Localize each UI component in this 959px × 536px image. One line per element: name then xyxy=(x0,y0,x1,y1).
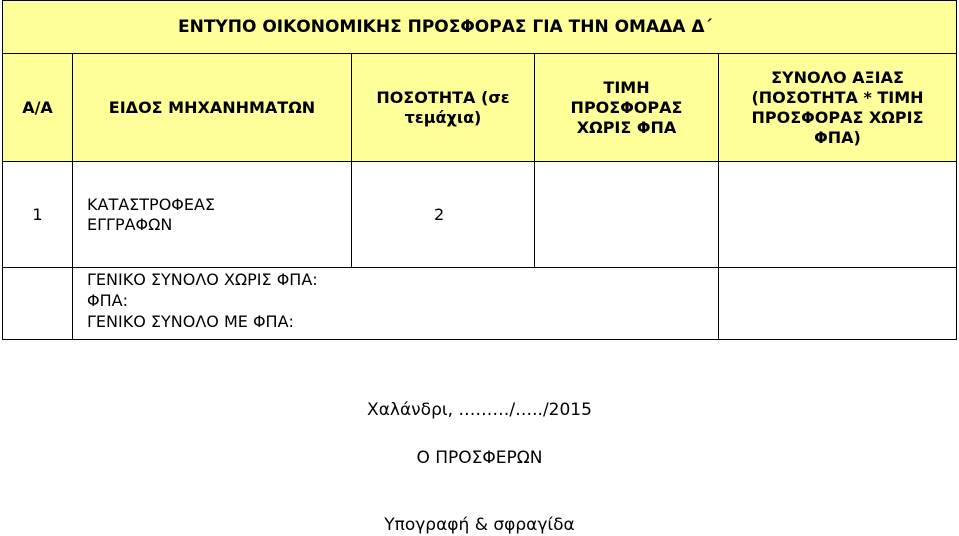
totals-aa-spacer xyxy=(2,267,73,340)
header-item-type-text: ΕΙΔΟΣ ΜΗΧΑΝΗΜΑΤΩΝ xyxy=(108,97,316,117)
totals-value-cell[interactable] xyxy=(718,267,957,340)
row-1-total-value[interactable] xyxy=(718,161,957,268)
header-quantity-text: ΠΟΣΟΤΗΤΑ (σε τεμάχια) xyxy=(376,87,510,127)
row-1-aa-text: 1 xyxy=(32,204,43,224)
form-title xyxy=(2,0,957,54)
header-total-value-text: ΣΥΝΟΛΟ ΑΞΙΑΣ (ΠΟΣΟΤΗΤΑ * ΤΙΜΗ ΠΡΟΣΦΟΡΑΣ ΧΩΡΙΣ ΦΠΑ) xyxy=(751,67,924,147)
totals-block xyxy=(72,267,719,340)
header-total-value xyxy=(718,53,957,162)
place-date: Χαλάνδρι, ………/…../2015 xyxy=(367,400,592,420)
total-with-vat-label: ΓΕΝΙΚΟ ΣΥΝΟΛΟ ΜΕ ΦΠΑ: xyxy=(87,312,294,331)
row-1-item-type xyxy=(72,161,352,268)
header-quantity xyxy=(351,53,535,162)
vat-label: ΦΠΑ: xyxy=(87,291,128,310)
header-item-type xyxy=(72,53,352,162)
total-without-vat-label: ΓΕΝΙΚΟ ΣΥΝΟΛΟ ΧΩΡΙΣ ΦΠΑ: xyxy=(87,270,318,289)
header-aa-text: Α/Α xyxy=(22,97,53,117)
header-aa xyxy=(2,53,73,162)
signature-label: Υπογραφή & σφραγίδα xyxy=(384,515,575,535)
row-1-quantity xyxy=(351,161,535,268)
row-1-quantity-text: 2 xyxy=(434,204,445,224)
row-1-item-type-text: ΚΑΤΑΣΤΡΟΦΕΑΣ ΕΓΓΡΑΦΩΝ xyxy=(87,194,216,234)
header-price-text: ΤΙΜΗ ΠΡΟΣΦΟΡΑΣ ΧΩΡΙΣ ΦΠΑ xyxy=(570,77,683,137)
row-1-price[interactable] xyxy=(534,161,719,268)
bidder-label: Ο ΠΡΟΣΦΕΡΩΝ xyxy=(416,448,543,468)
form-title-text: ΕΝΤΥΠΟ ΟΙΚΟΝΟΜΙΚΗΣ ΠΡΟΣΦΟΡΑΣ ΓΙΑ ΤΗΝ ΟΜΑΔΑ Δ΄ xyxy=(178,17,713,37)
row-1-aa xyxy=(2,161,73,268)
header-price xyxy=(534,53,719,162)
